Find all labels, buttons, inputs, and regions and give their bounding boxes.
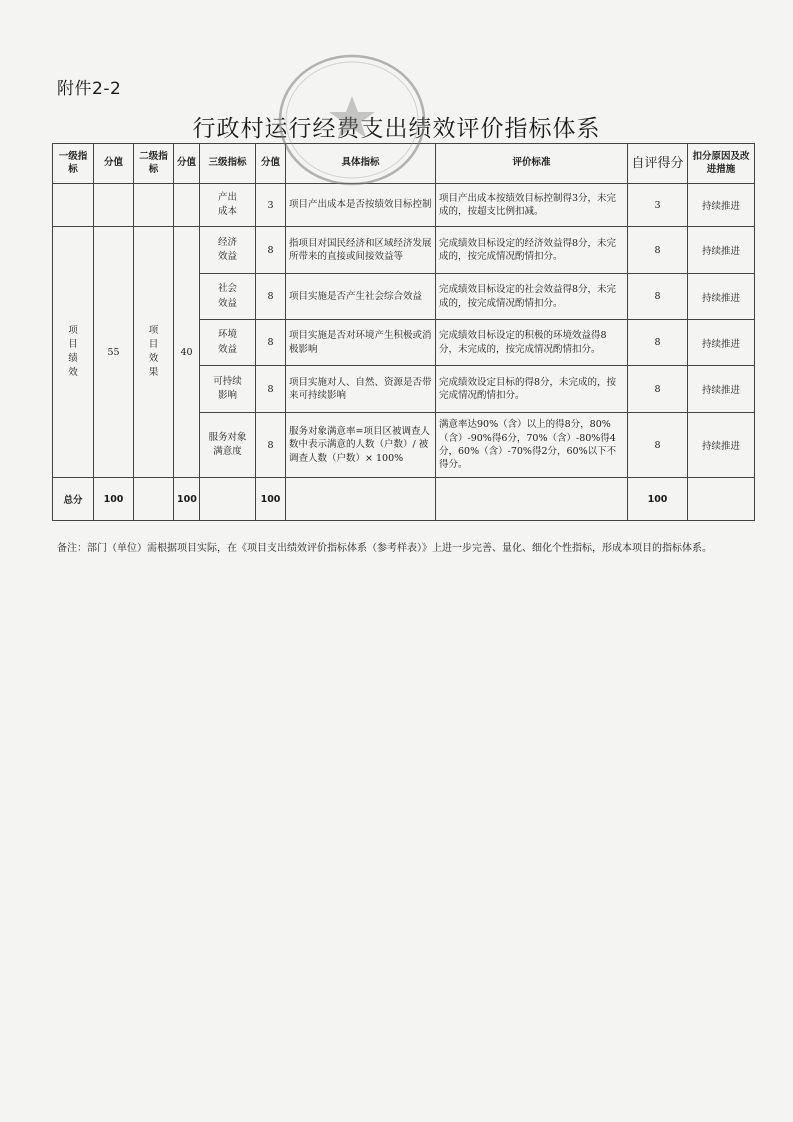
footnote: 备注：部门（单位）需根据项目实际，在《项目支出绩效评价指标体系（参考样表）》上进一步完善、量化、细化个性指标，形成本项目的指标体系。 bbox=[57, 543, 712, 554]
table-row bbox=[53, 184, 755, 227]
specific-cell: 项目产出成本是否按绩效目标控制 bbox=[286, 184, 436, 227]
self-score-cell: 8 bbox=[628, 274, 688, 320]
level3-cell: 环境效益 bbox=[200, 320, 256, 366]
total-self-score: 100 bbox=[628, 478, 688, 521]
page-title: 行政村运行经费支出绩效评价指标体系 bbox=[192, 116, 601, 142]
header-score1: 分值 bbox=[94, 144, 134, 184]
score3-cell: 8 bbox=[256, 413, 286, 478]
total-row bbox=[53, 478, 755, 521]
score3-cell: 3 bbox=[256, 184, 286, 227]
empty-cell bbox=[53, 184, 94, 227]
deduction-cell: 持续推进 bbox=[688, 320, 755, 366]
score3-cell: 8 bbox=[256, 366, 286, 413]
criteria-cell: 完成绩效目标设定的经济效益得8分，未完成的，按完成情况酌情扣分。 bbox=[436, 227, 628, 274]
score3-cell: 8 bbox=[256, 274, 286, 320]
empty-cell bbox=[436, 478, 628, 521]
specific-cell: 指项目对国民经济和区域经济发展所带来的直接或间接效益等 bbox=[286, 227, 436, 274]
self-score-cell: 8 bbox=[628, 320, 688, 366]
self-score-cell: 3 bbox=[628, 184, 688, 227]
empty-cell bbox=[200, 478, 256, 521]
deduction-cell: 持续推进 bbox=[688, 274, 755, 320]
total-label: 总分 bbox=[53, 478, 94, 521]
header-score3: 分值 bbox=[256, 144, 286, 184]
header-self-score: 自评得分 bbox=[628, 144, 688, 184]
score2-cell: 40 bbox=[174, 227, 200, 478]
header-deduction: 扣分原因及改进措施 bbox=[688, 144, 755, 184]
empty-cell bbox=[134, 184, 174, 227]
criteria-cell: 完成绩效目标设定的积极的环境效益得8分，未完成的，按完成情况酌情扣分。 bbox=[436, 320, 628, 366]
empty-cell bbox=[94, 184, 134, 227]
self-score-cell: 8 bbox=[628, 413, 688, 478]
criteria-cell: 项目产出成本按绩效目标控制得3分，未完成的，按超支比例扣减。 bbox=[436, 184, 628, 227]
deduction-cell: 持续推进 bbox=[688, 366, 755, 413]
criteria-cell: 满意率达90%（含）以上的得8分，80%（含）-90%得6分，70%（含）-80%得4分，60%（含）-70%得2分，60%以下不得分。 bbox=[436, 413, 628, 478]
score3-cell: 8 bbox=[256, 320, 286, 366]
deduction-cell: 持续推进 bbox=[688, 413, 755, 478]
evaluation-table bbox=[52, 143, 755, 521]
table-row bbox=[53, 227, 755, 274]
total-score2: 100 bbox=[174, 478, 200, 521]
level1-cell: 项目绩效 bbox=[53, 227, 94, 478]
empty-cell bbox=[174, 184, 200, 227]
self-score-cell: 8 bbox=[628, 227, 688, 274]
specific-cell: 项目实施是否对环境产生积极或消极影响 bbox=[286, 320, 436, 366]
empty-cell bbox=[286, 478, 436, 521]
header-specific: 具体指标 bbox=[286, 144, 436, 184]
specific-cell: 项目实施对人、自然、资源是否带来可持续影响 bbox=[286, 366, 436, 413]
deduction-cell: 持续推进 bbox=[688, 227, 755, 274]
level3-cell: 可持续影响 bbox=[200, 366, 256, 413]
header-criteria: 评价标准 bbox=[436, 144, 628, 184]
score3-cell: 8 bbox=[256, 227, 286, 274]
total-score1: 100 bbox=[94, 478, 134, 521]
level3-cell: 产出成本 bbox=[200, 184, 256, 227]
empty-cell bbox=[688, 478, 755, 521]
attachment-label: 附件2-2 bbox=[57, 79, 122, 99]
criteria-cell: 完成绩效目标设定的社会效益得8分，未完成的，按完成情况酌情扣分。 bbox=[436, 274, 628, 320]
empty-cell bbox=[134, 478, 174, 521]
level3-cell: 社会效益 bbox=[200, 274, 256, 320]
table-header-row bbox=[53, 144, 755, 184]
specific-cell: 项目实施是否产生社会综合效益 bbox=[286, 274, 436, 320]
header-level1: 一级指标 bbox=[53, 144, 94, 184]
total-score3: 100 bbox=[256, 478, 286, 521]
header-score2: 分值 bbox=[174, 144, 200, 184]
self-score-cell: 8 bbox=[628, 366, 688, 413]
specific-cell: 服务对象满意率=项目区被调查人数中表示满意的人数（户数）/ 被调查人数（户数）× 100% bbox=[286, 413, 436, 478]
header-level3: 三级指标 bbox=[200, 144, 256, 184]
level3-cell: 经济效益 bbox=[200, 227, 256, 274]
score1-cell: 55 bbox=[94, 227, 134, 478]
criteria-cell: 完成绩效设定目标的得8分，未完成的，按完成情况酌情扣分。 bbox=[436, 366, 628, 413]
deduction-cell: 持续推进 bbox=[688, 184, 755, 227]
level2-cell: 项目效果 bbox=[134, 227, 174, 478]
header-level2: 二级指标 bbox=[134, 144, 174, 184]
level3-cell: 服务对象满意度 bbox=[200, 413, 256, 478]
